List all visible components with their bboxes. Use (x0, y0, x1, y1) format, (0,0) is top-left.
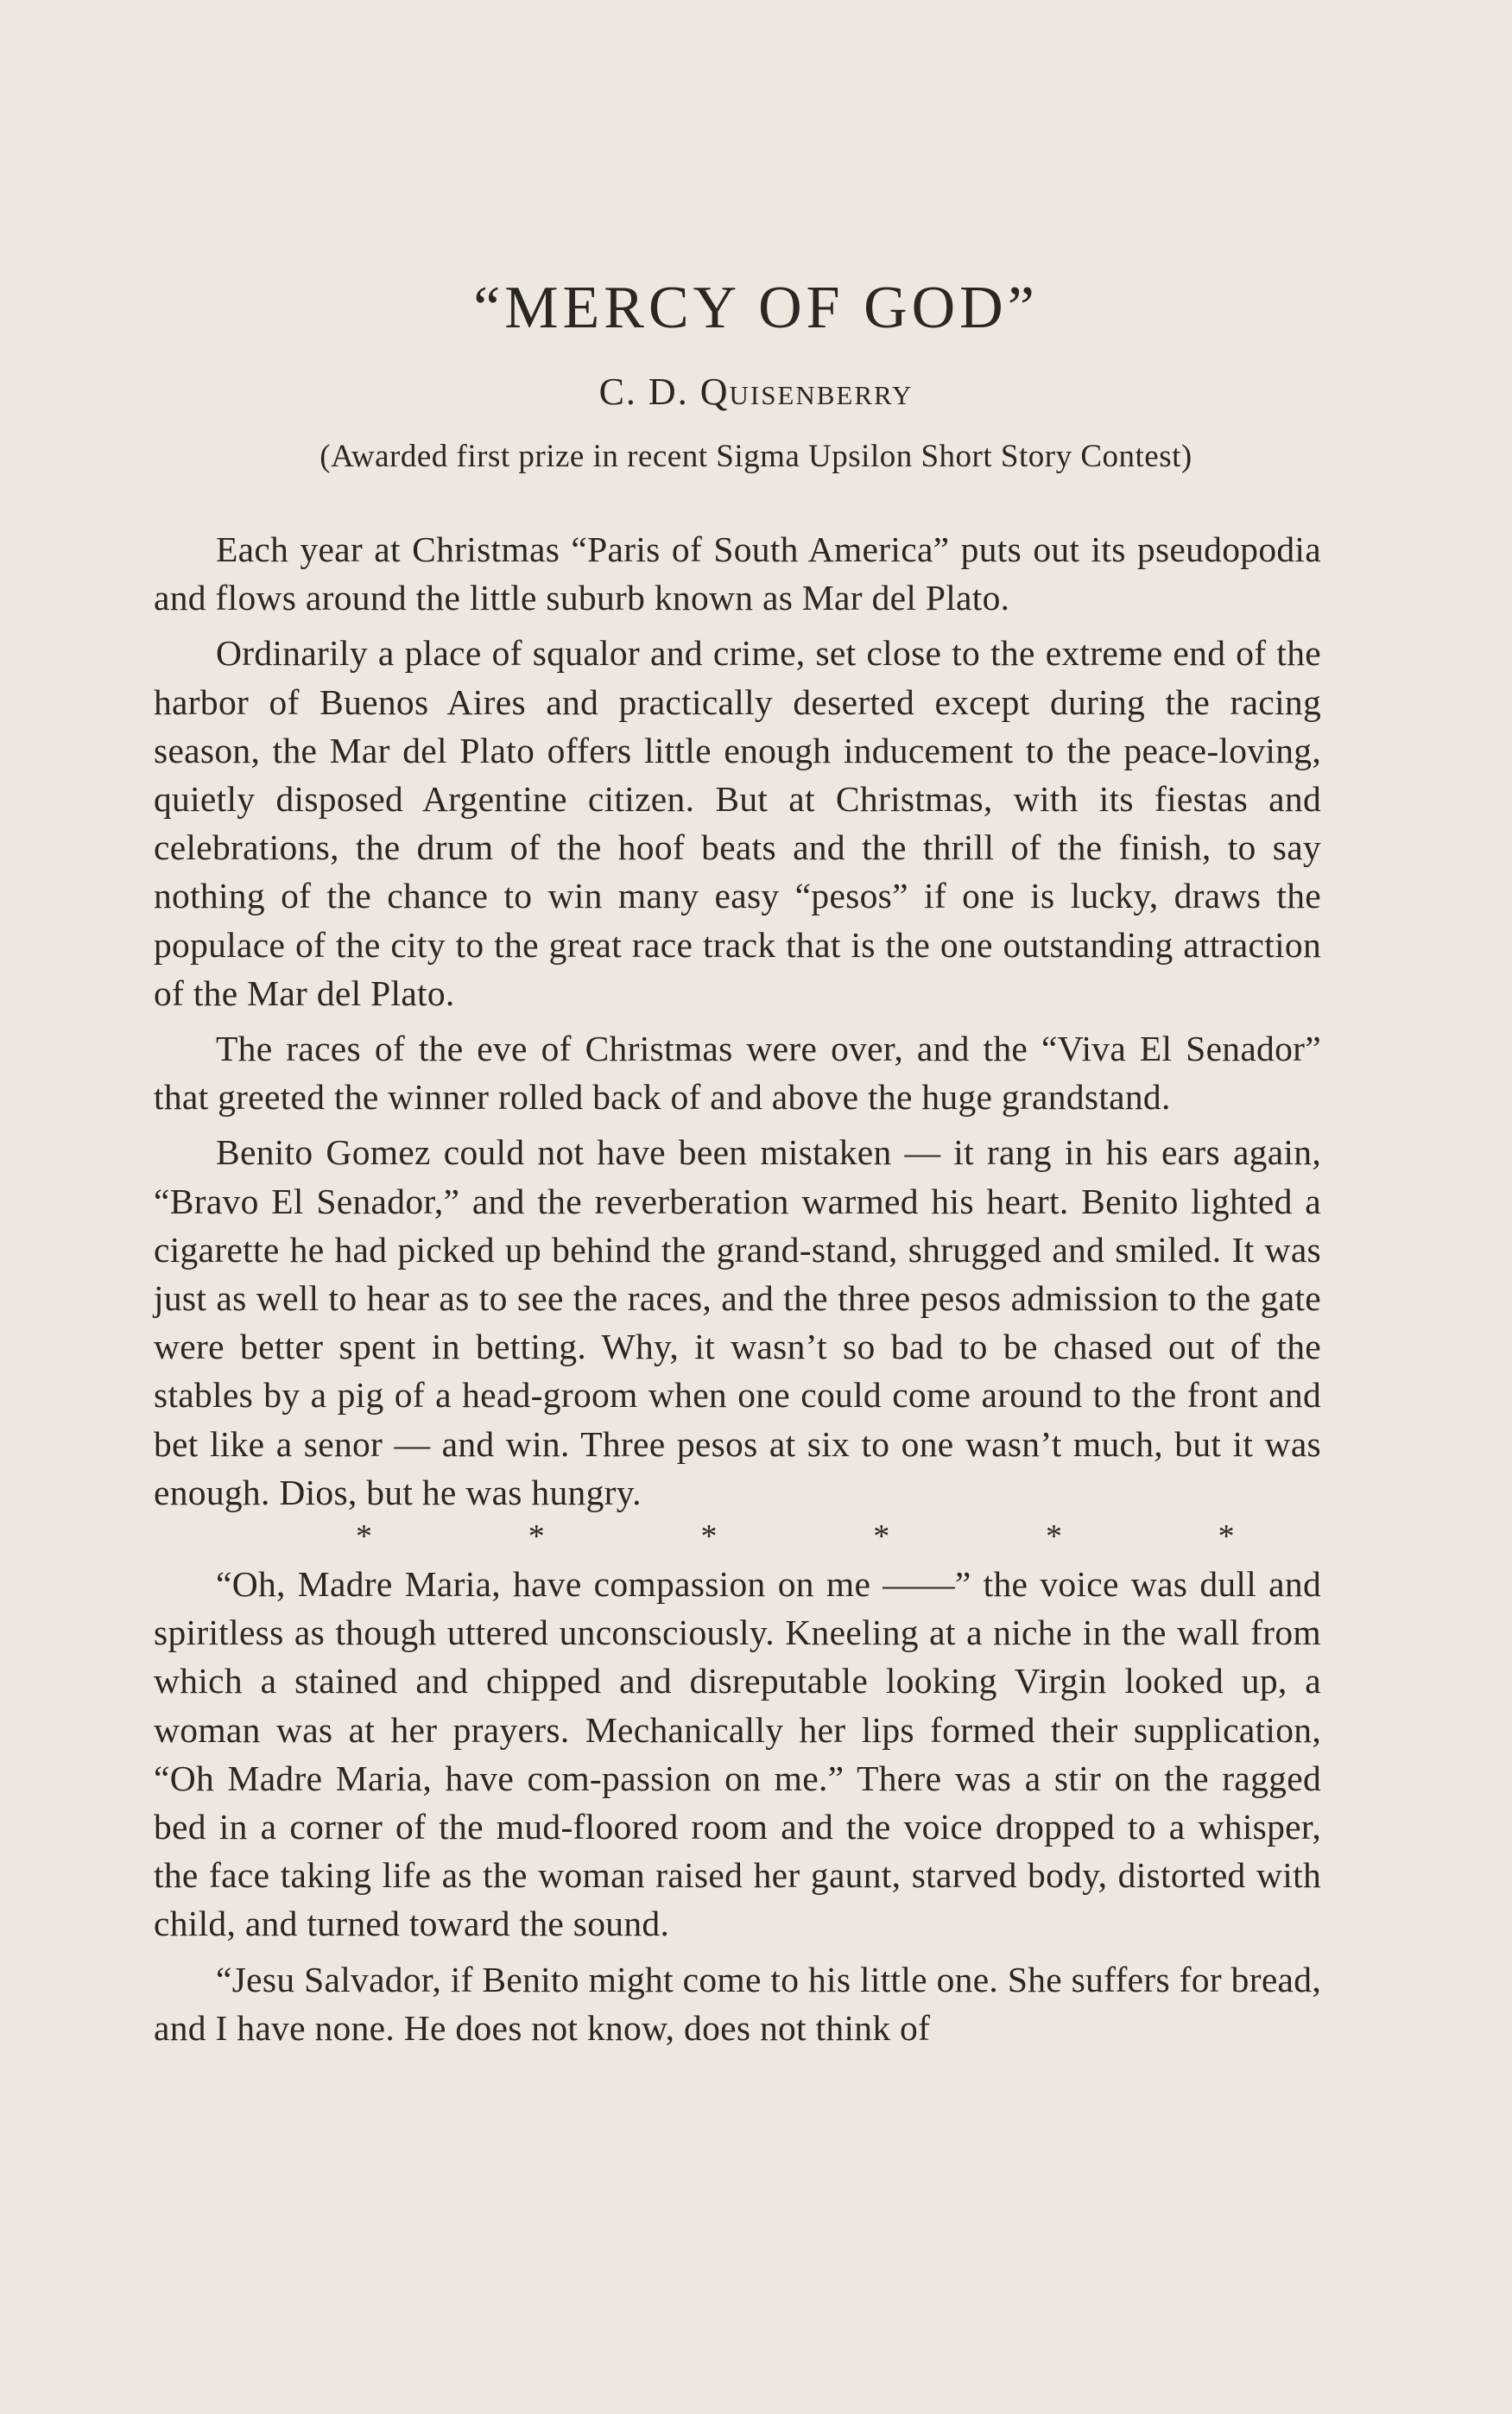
paragraph: “Jesu Salvador, if Benito might come to his little one. She suffers for bread, and I have none. He does not know, does not think of (154, 1959, 1321, 2048)
paragraph: Ordinarily a place of squalor and crime, set close to the extreme end of the harbor of Buenos Aires and practically deserted except during the racing season, the Mar del Plato offers little enough inducement to the peace-loving, quietly disposed Argentine citizen. But at Christmas, with its fiestas and celebrations, the drum of the hoof beats and the thrill of the finish, to say nothing of the chance to win many easy “pesos” if one is lucky, draws the populace of the city to the great race track that is the one outstanding attraction of the Mar del Plato. (154, 633, 1321, 1013)
story-body (154, 525, 1321, 2059)
author-surname: Quisenberry (699, 371, 914, 413)
paragraph: The races of the eve of Christmas were over, and the “Viva El Senador” that greeted the winner rolled back of and above the huge grandstand. (154, 1029, 1321, 1118)
story-author (0, 373, 1512, 411)
paragraph: Benito Gomez could not have been mistaken — it rang in his ears again, “Bravo El Senador,” and the reverberation warmed his heart. Benito lighted a cigarette he had picked up behind the grand-stand, shrugged and smiled. It was just as well to hear as to see the races, and the three pesos admission to the gate were better spent in betting. Why, it wasn’t so bad to be chased out of the stables by a pig of a head-groom when one could come around to the front and bet like a senor — and win. Three pesos at six to one wasn’t much, but it was enough. Dios, but he was hungry. (154, 1132, 1321, 1512)
paragraph: “Oh, Madre Maria, have compassion on me ——” the voice was dull and spiritless as though uttered unconsciously. Kneeling at a niche in the wall from which a stained and chipped and disreputable looking Virgin looked up, a woman was at her prayers. Mechanically her lips formed their supplication, “Oh Madre Maria, have com-passion on me.” There was a stir on the ragged bed in a corner of the mud-floored room and the voice dropped to a whisper, the face taking life as the woman raised her gaunt, starved body, distorted with child, and turned toward the sound. (154, 1564, 1321, 1944)
separator-asterisk: * (356, 1518, 373, 1555)
separator-asterisk: * (528, 1518, 546, 1555)
award-note: (Awarded first prize in recent Sigma Upsilon Short Story Contest) (319, 439, 1193, 474)
separator-asterisk: * (1218, 1518, 1235, 1555)
separator-asterisk: * (700, 1518, 718, 1555)
paragraph: Each year at Christmas “Paris of South America” puts out its pseudopodia and flows around the little suburb known as Mar del Plato. (154, 529, 1321, 618)
story-title: “MERCY OF GOD” (473, 275, 1039, 341)
section-separator (356, 1517, 1235, 1556)
author-initials: C. D. (598, 371, 700, 413)
separator-asterisk: * (1045, 1518, 1063, 1555)
separator-asterisk: * (873, 1518, 890, 1555)
